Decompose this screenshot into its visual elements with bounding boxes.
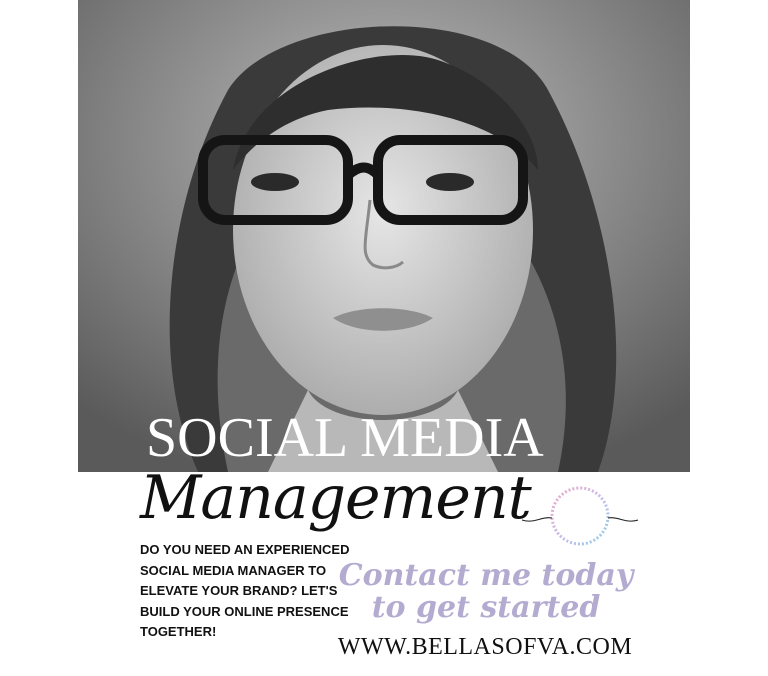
portrait-illustration <box>78 0 690 472</box>
cta-line-1: Contact me today <box>338 558 634 593</box>
pitch-text: DO YOU NEED AN EXPERIENCED SOCIAL MEDIA MANAGER TO ELEVATE YOUR BRAND? LET'S BUILD YOUR ONLINE PRESENCE TOGETHER! <box>140 542 350 639</box>
portrait-photo <box>78 0 690 472</box>
bellas-logo <box>520 476 640 562</box>
headline-management: Management <box>140 463 531 533</box>
website-link[interactable]: WWW.BELLASOFVA.COM <box>337 634 633 660</box>
cta-line-2: to get started <box>371 590 601 625</box>
call-to-action <box>326 560 646 624</box>
headline-social-media: SOCIAL MEDIA <box>146 407 544 469</box>
